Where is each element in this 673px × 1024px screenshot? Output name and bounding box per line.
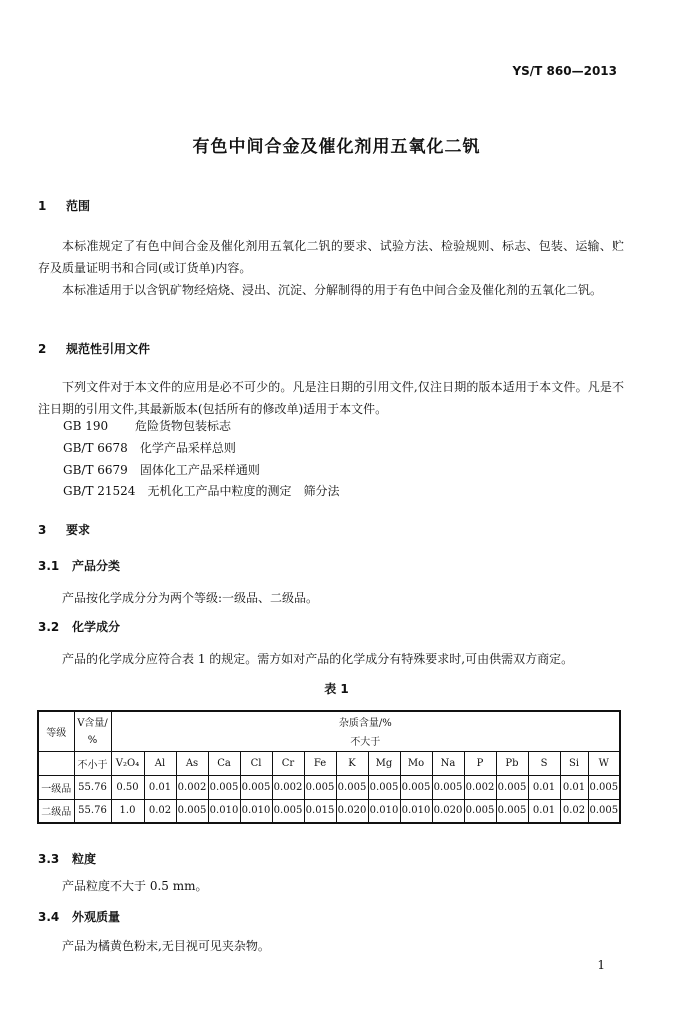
value-cell: 0.005 <box>240 775 272 799</box>
value-cell: 0.010 <box>368 799 400 823</box>
value-cell: 0.01 <box>144 775 176 799</box>
element-header: Mo <box>400 751 432 775</box>
scope-paragraph-1: 本标准规定了有色中间合金及催化剂用五氧化二钒的要求、试验方法、检验规则、标志、包装、运输、贮存及质量证明书和合同(或订货单)内容。 <box>38 239 624 275</box>
reference-item <box>63 482 339 499</box>
v-content-unit: % <box>74 731 111 751</box>
section-3-1-heading <box>38 557 120 574</box>
scope-paragraph-2: 本标准适用于以含钒矿物经焙烧、浸出、沉淀、分解制得的用于有色中间合金及催化剂的五氧化二钒。 <box>62 283 603 297</box>
value-cell: 0.005 <box>272 799 304 823</box>
composition-text: 产品的化学成分应符合表 1 的规定。需方如对产品的化学成分有特殊要求时,可由供需双方商定。 <box>62 652 574 666</box>
value-cell: 0.005 <box>368 775 400 799</box>
appearance-text: 产品为橘黄色粉末,无目视可见夹杂物。 <box>62 939 270 953</box>
element-header: V₂O₄ <box>111 751 144 775</box>
section-2-number: 2 <box>38 342 47 356</box>
section-3-4-title: 外观质量 <box>72 910 121 924</box>
reference-name: 固体化工产品采样通则 <box>139 463 260 477</box>
value-cell: 0.015 <box>304 799 336 823</box>
value-cell: 0.010 <box>240 799 272 823</box>
reference-item <box>63 439 236 456</box>
section-3-number: 3 <box>38 523 47 537</box>
value-cell: 0.005 <box>400 775 432 799</box>
value-cell: 0.002 <box>464 775 496 799</box>
grade-cell: 二级品 <box>38 799 74 823</box>
section-3-4-number: 3.4 <box>38 910 60 924</box>
value-cell: 0.02 <box>144 799 176 823</box>
element-header: Na <box>432 751 464 775</box>
value-cell: 0.010 <box>400 799 432 823</box>
table-row <box>38 775 620 799</box>
element-header: Cr <box>272 751 304 775</box>
value-cell: 0.50 <box>111 775 144 799</box>
value-cell: 0.005 <box>588 775 620 799</box>
section-3-3-heading <box>38 850 96 867</box>
grade-cell: 一级品 <box>38 775 74 799</box>
section-3-4-heading <box>38 908 120 925</box>
element-header: Pb <box>496 751 528 775</box>
value-cell: 0.005 <box>588 799 620 823</box>
v-content-cell: 55.76 <box>74 775 111 799</box>
section-3-2-title: 化学成分 <box>72 620 121 634</box>
value-cell: 0.002 <box>176 775 208 799</box>
value-cell: 0.020 <box>336 799 368 823</box>
reference-code: GB/T 6678 <box>63 441 128 455</box>
value-cell: 0.005 <box>464 799 496 823</box>
element-header: As <box>176 751 208 775</box>
reference-item <box>63 417 231 434</box>
v-content-limit-label: 不小于 <box>74 751 111 775</box>
section-3-2-heading <box>38 618 120 635</box>
section-3-title: 要求 <box>66 523 91 537</box>
section-1-title: 范围 <box>66 199 91 213</box>
reference-name: 化学产品采样总则 <box>139 441 236 455</box>
element-header: Cl <box>240 751 272 775</box>
value-cell: 1.0 <box>111 799 144 823</box>
element-header: Fe <box>304 751 336 775</box>
value-cell: 0.002 <box>272 775 304 799</box>
value-cell: 0.02 <box>560 799 588 823</box>
page-number: 1 <box>597 958 605 972</box>
value-cell: 0.005 <box>176 799 208 823</box>
grade-header-spacer <box>38 751 74 775</box>
value-cell: 0.005 <box>496 799 528 823</box>
reference-item <box>63 461 260 478</box>
table-row <box>38 799 620 823</box>
element-header: P <box>464 751 496 775</box>
impurity-header: 杂质含量/% <box>111 711 620 731</box>
value-cell: 0.005 <box>304 775 336 799</box>
value-cell: 0.020 <box>432 799 464 823</box>
section-3-3-number: 3.3 <box>38 852 60 866</box>
element-header: Mg <box>368 751 400 775</box>
section-1-number: 1 <box>38 199 47 213</box>
impurity-limit-label: 不大于 <box>111 731 620 751</box>
section-3-3-title: 粒度 <box>72 852 97 866</box>
element-header: Al <box>144 751 176 775</box>
section-2-title: 规范性引用文件 <box>66 342 151 356</box>
reference-name: 无机化工产品中粒度的测定 筛分法 <box>147 484 340 498</box>
document-title: 有色中间合金及催化剂用五氧化二钒 <box>192 137 481 157</box>
granularity-text: 产品粒度不大于 0.5 mm。 <box>62 879 208 893</box>
element-header: Ca <box>208 751 240 775</box>
reference-code: GB 190 <box>63 419 109 433</box>
v-content-cell: 55.76 <box>74 799 111 823</box>
element-header: K <box>336 751 368 775</box>
element-header: W <box>588 751 620 775</box>
section-3-1-title: 产品分类 <box>72 559 121 573</box>
element-header: S <box>528 751 560 775</box>
chemical-composition-table <box>37 710 621 824</box>
value-cell: 0.005 <box>496 775 528 799</box>
section-3-heading <box>38 521 90 538</box>
section-3-2-number: 3.2 <box>38 620 60 634</box>
value-cell: 0.005 <box>432 775 464 799</box>
section-1-heading <box>38 197 90 214</box>
table-caption: 表 1 <box>324 682 349 696</box>
value-cell: 0.005 <box>336 775 368 799</box>
value-cell: 0.005 <box>208 775 240 799</box>
value-cell: 0.01 <box>560 775 588 799</box>
reference-name: 危险货物包装标志 <box>135 419 232 433</box>
element-header: Si <box>560 751 588 775</box>
section-3-1-number: 3.1 <box>38 559 60 573</box>
value-cell: 0.01 <box>528 799 560 823</box>
v-content-header: V含量/ <box>74 711 111 731</box>
standard-number: YS/T 860—2013 <box>512 64 617 78</box>
value-cell: 0.010 <box>208 799 240 823</box>
section-2-heading <box>38 340 150 357</box>
reference-code: GB/T 6679 <box>63 463 128 477</box>
reference-code: GB/T 21524 <box>63 484 136 498</box>
grade-header: 等级 <box>38 711 74 751</box>
normative-paragraph: 下列文件对于本文件的应用是必不可少的。凡是注日期的引用文件,仅注日期的版本适用于本文件。凡是不注日期的引用文件,其最新版本(包括所有的修改单)适用于本文件。 <box>38 380 624 416</box>
value-cell: 0.01 <box>528 775 560 799</box>
classification-text: 产品按化学成分分为两个等级:一级品、二级品。 <box>62 591 319 605</box>
